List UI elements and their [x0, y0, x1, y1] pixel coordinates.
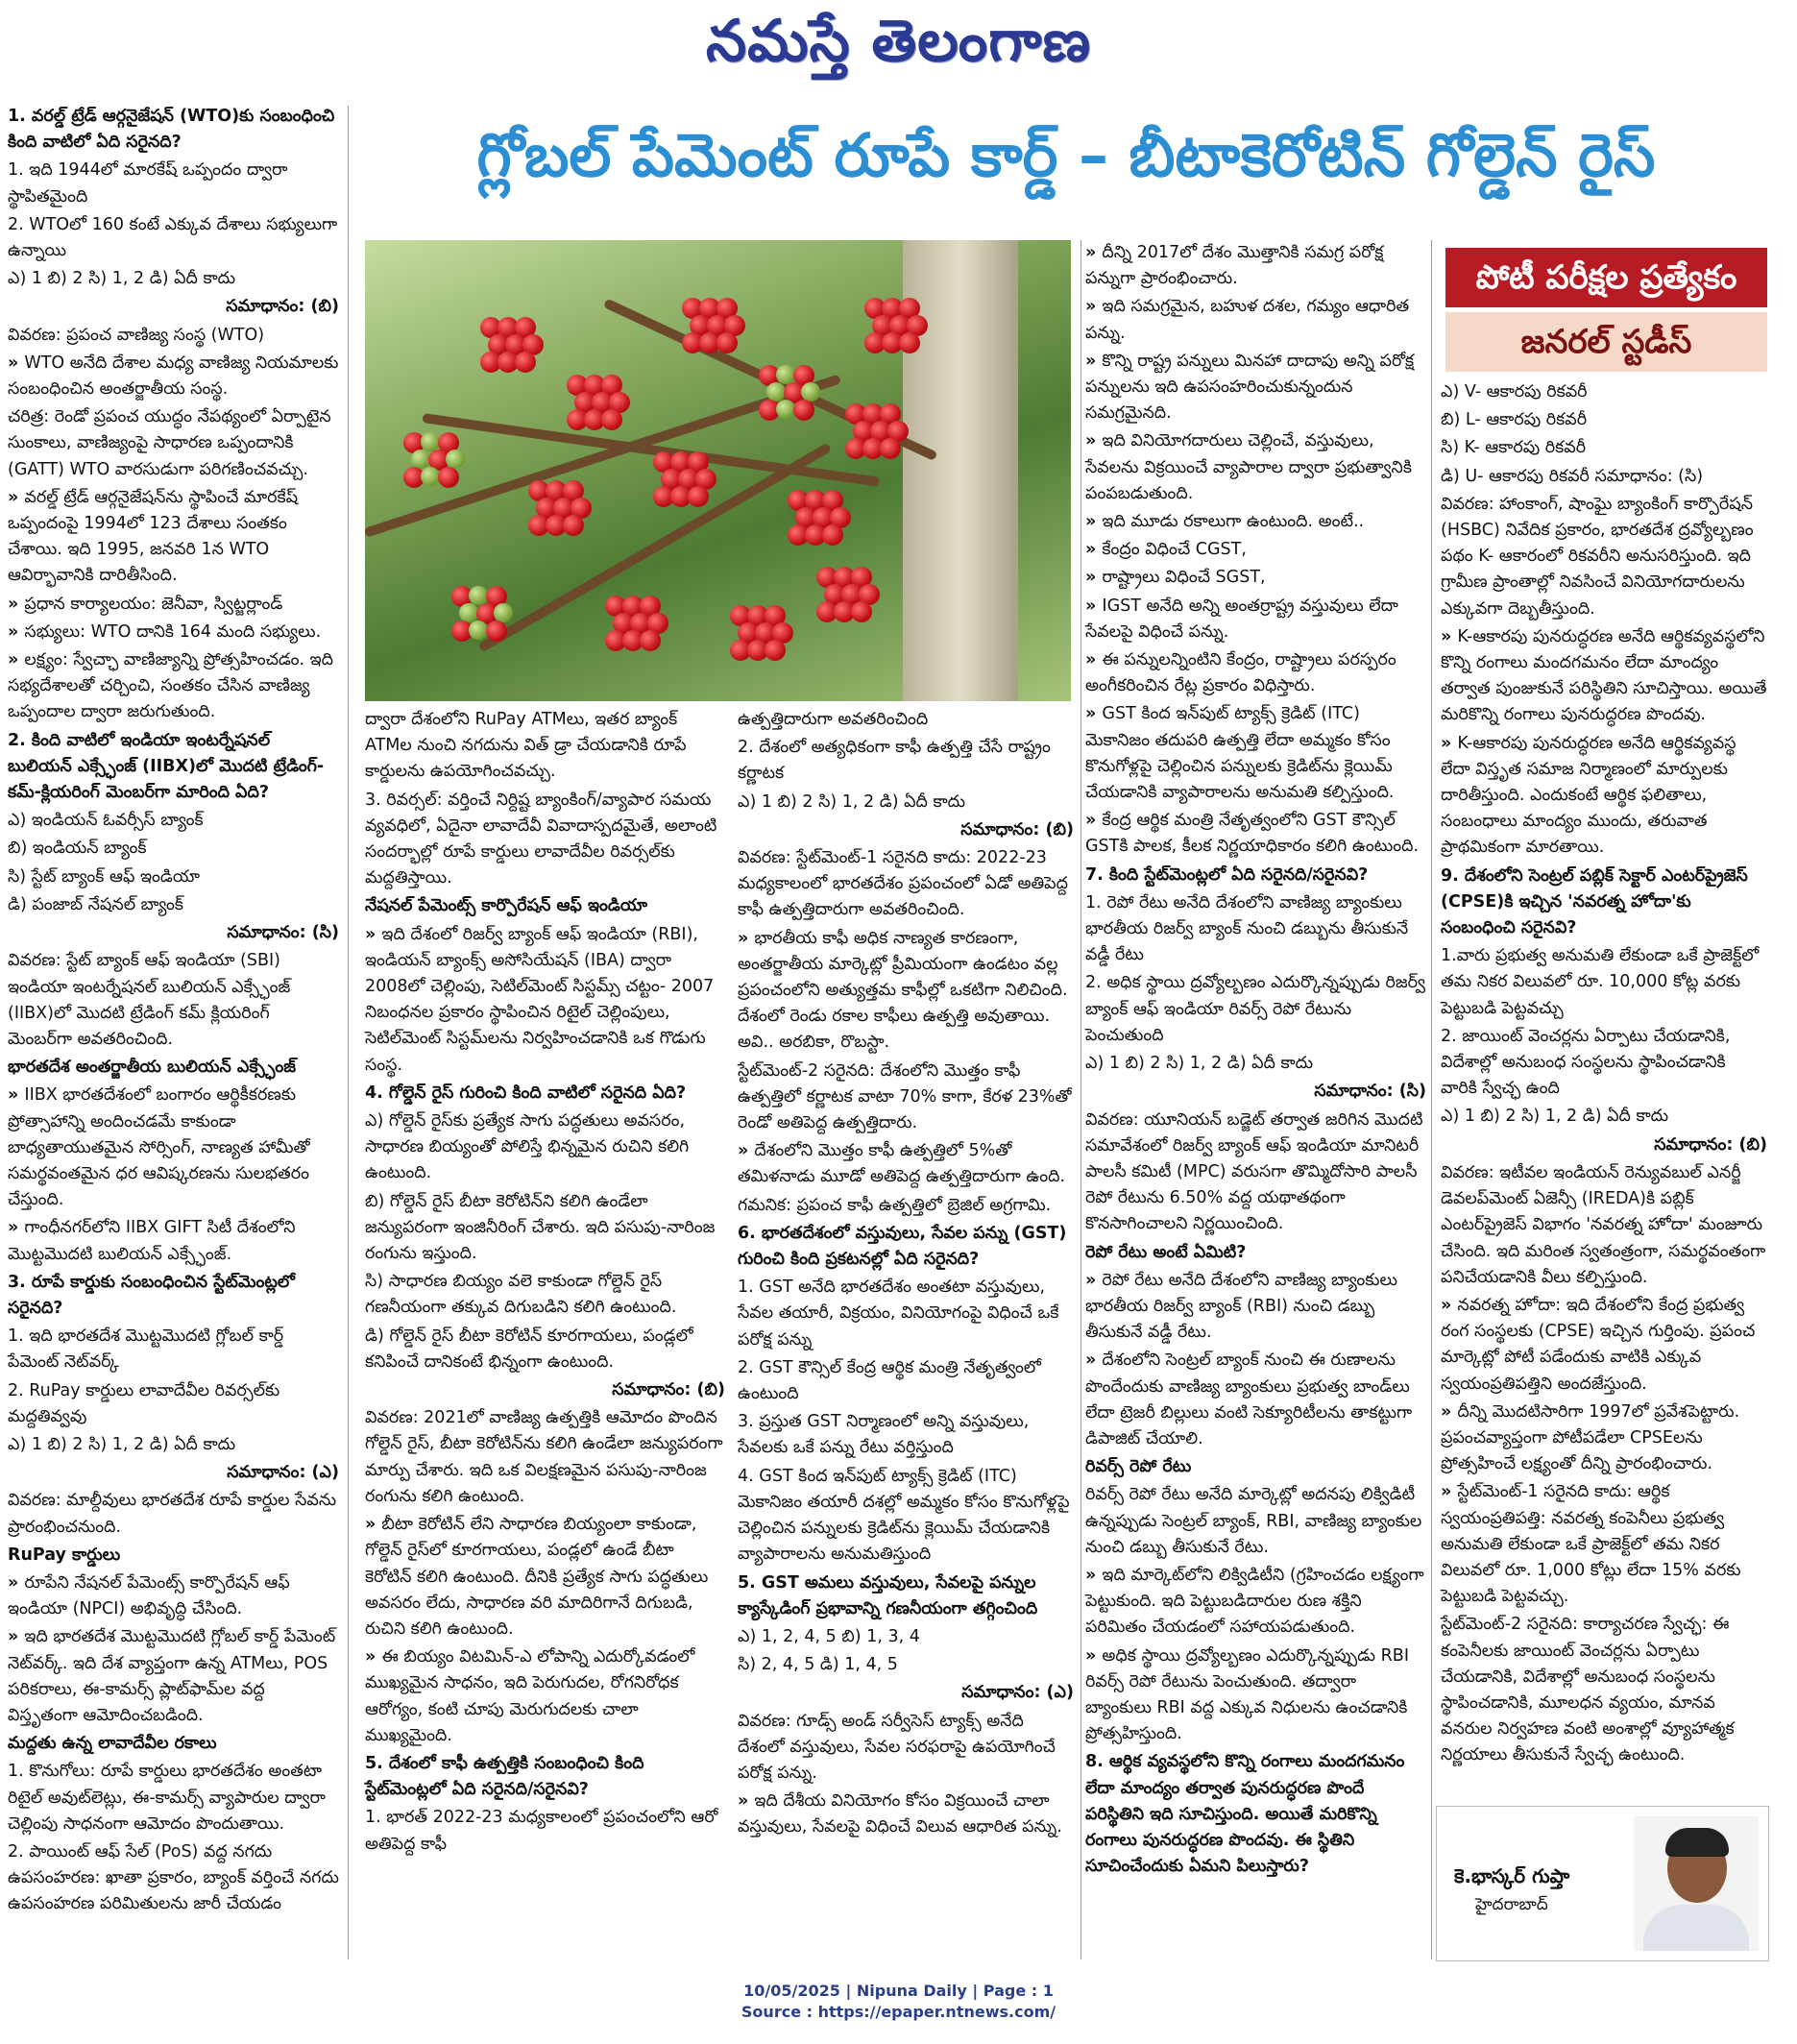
coffee-berry: [822, 524, 843, 546]
paragraph: వివరణ: మాల్దీవులు భారతదేశ రూపే కార్డుల సేవను ప్రారంభించనుంది.: [8, 1491, 337, 1537]
coffee-berry: [688, 486, 709, 507]
bullet-paragraph: » ఇది దేశీయ వినియోగం కోసం విక్రయించే చాలా వస్తువులు, సేవలపై విధించే విలువ ఆధారిత పన్ను.: [738, 1788, 1074, 1840]
paragraph: 2. GST కౌన్సిల్ కేంద్ర ఆర్థిక మంత్రి నేతృత్వంలో ఉంటుంది: [738, 1357, 1041, 1404]
bullet-paragraph: » WTO అనేది దేశాల మధ్య వాణిజ్య నియమాలకు సంబంధించిన అంతర్జాతీయ సంస్థ.: [8, 351, 339, 402]
bullet-paragraph: » కేంద్రం విధించే CGST,: [1085, 537, 1426, 563]
column-2: [365, 707, 725, 1860]
bullet-paragraph: » GST కింద ఇన్‌పుట్ ట్యాక్స్ క్రెడిట్ (ITC) మెకానిజం తదుపరి ఉత్పత్తి లేదా అమ్మకం కోసం కొనుగోళ్లపై చెల్లించిన పన్నులకు క్రెడిట్‌ను క్లెయిమ్ చేయడానికి వ్యాపారాలను అనుమతి కల్పిస్తుంది.: [1085, 701, 1426, 806]
paragraph: డి) గోల్డెన్ రైస్ బీటా కెరోటిన్ కూరగాయలు, పండ్లలో కనిపించే దానికంటే భిన్నంగా ఉంటుంది.: [365, 1326, 693, 1372]
bullet-paragraph: » కొన్ని రాష్ట్ర పన్నులు మినహా దాదాపు అన్ని పరోక్ష పన్నులను ఇది ఉపసంహరించుకున్నందున సమగ్రమైనది.: [1085, 349, 1426, 427]
bullet-paragraph: » అధిక స్థాయి ద్రవ్యోల్బణం ఎదుర్కొన్నప్పుడు RBI రివర్స్ రెపో రేటును పెంచుతుంది. తద్వారా బ్యాంకులు RBI వద్ద ఎక్కువ నిధులను ఉంచడానికి ప్రోత్సహిస్తుంది.: [1085, 1643, 1426, 1748]
paragraph: బి) గోల్డెన్ రైస్ బీటా కెరోటిన్‌ని కలిగి ఉండేలా జన్యుపరంగా ఇంజినీరింగ్ చేశారు. ఇది పసుపు-నారింజ రంగును ఇస్తుంది.: [365, 1191, 716, 1264]
bullet-paragraph: » రాష్ట్రాలు విధించే SGST,: [1085, 565, 1426, 591]
bullet-paragraph: » ఇది మార్కెట్‌లోని లిక్విడిటీని (గ్రహించడం లక్ష్యంగా పెట్టుకుంది. ఇది పెట్టుబడిదారుల రుణ శక్తిని పరిమితం చేయడంలో సహాయపడుతుంది.: [1085, 1563, 1426, 1642]
coffee-berry: [494, 603, 513, 622]
paragraph: సి) సాధారణ బియ్యం వలె కాకుండా గోల్డెన్ రైస్ గణనీయంగా తక్కువ దిగుబడిని కలిగి ఉంటుంది.: [365, 1272, 677, 1318]
coffee-berry: [601, 409, 622, 430]
question-heading: 2. కింది వాటిలో ఇండియా ఇంటర్నేషనల్ బులియన్ ఎక్స్ఛేంజ్ (IIBX)లో మొదటి ట్రేడింగ్-కమ్-క్లియరింగ్ మెంబర్‌గా మారింది ఏది?: [8, 730, 325, 803]
paragraph: స్టేట్‌మెంట్-2 సరైనది: దేశంలోని మొత్తం కాఫీ ఉత్పత్తిలో కర్ణాటక వాటా 70% కాగా, కేరళ 23%తో రెండో అతిపెద్ద ఉత్పత్తిదారు.: [738, 1060, 1072, 1133]
bullet-paragraph: » రెపో రేటు అనేది దేశంలోని వాణిజ్య బ్యాంకులు భారతీయ రిజర్వ్ బ్యాంక్ (RBI) నుంచి డబ్బు తీసుకునే వడ్డీ రేటు.: [1085, 1268, 1426, 1347]
paragraph: ఎ) 1 బి) 2 సి) 1, 2 డి) ఏదీ కాదు: [738, 791, 966, 812]
bullet-paragraph: » గాంధీనగర్‌లోని IIBX GIFT సిటీ దేశంలోని మొట్టమొదటి బులియన్ ఎక్స్ఛేంజ్.: [8, 1215, 339, 1267]
paragraph: 2. WTOలో 160 కంటే ఎక్కువ దేశాలు సభ్యులుగా ఉన్నాయి: [8, 214, 338, 261]
question-heading: రివర్స్ రెపో రేటు: [1085, 1457, 1192, 1477]
paragraph: 1. కొనుగోలు: రూపే కార్డులు భారతదేశం అంతటా రిటైల్ అవుట్‌లెట్లు, ఈ-కామర్స్ వ్యాపారుల ద్వారా చెల్లింపు సాధనంగా ఆమోదం పొందుతాయి.: [8, 1762, 326, 1834]
paragraph: ఎ) 1, 2, 4, 5 బి) 1, 3, 4: [738, 1626, 920, 1646]
bullet-paragraph: » భారతీయ కాఫీ అధిక నాణ్యత కారణంగా, అంతర్జాతీయ మార్కెట్లో ప్రీమియంగా ఉండటం వల్ల ప్రపంచంలోని అత్యుత్తమ కాఫీల్లో ఒకటిగా నిలిచింది. దేశంలో రెండు రకాల కాఫీలు ఉత్పత్తి అవుతాయి. అవి.. అరబికా, రొబస్టా.: [738, 926, 1074, 1057]
bullet-paragraph: » దేశంలోని సెంట్రల్ బ్యాంక్ నుంచి ఈ రుణాలను పొందేందుకు వాణిజ్య బ్యాంకులు ప్రభుత్వ బాండ్‌లు లేదా ట్రెజరీ బిల్లులు వంటి సెక్యూరిటీలను తాకట్టుగా డిపాజిట్ చేయాలి.: [1085, 1348, 1426, 1452]
coffee-berry: [411, 450, 430, 469]
coffee-berry: [469, 586, 488, 605]
paragraph: 2. RuPay కార్డులు లావాదేవీల రివర్సల్‌కు మద్దతివ్వవు: [8, 1380, 280, 1426]
coffee-berry: [793, 400, 814, 421]
coffee-berry: [459, 603, 478, 622]
headline: గ్లోబల్ పేమెంట్ రూపే కార్డ్ – బీటాకెరోటిన్ గోల్డెన్ రైస్: [476, 120, 1656, 190]
answer-line: సమాధానం: (ఎ): [961, 1683, 1074, 1703]
author-city: హైదరాబాద్: [1475, 1895, 1548, 1914]
paragraph: చరిత్ర: రెండో ప్రపంచ యుద్ధం నేపథ్యంలో ఏర్పాటైన సుంకాలు, వాణిజ్యంపై సాధారణ ఒప్పందానికి (GATT) WTO వారసుడుగా పరిగణించవచ్చు.: [8, 407, 331, 479]
bullet-paragraph: » ఇది భారతదేశ మొట్టమొదటి గ్లోబల్ కార్డ్ పేమెంట్ నెట్‌వర్క్. ఇది దేశ వ్యాప్తంగా ఉన్న ATMలు, POS పరికరాలు, ఈ-కామర్స్ ప్లాట్‌ఫామ్‌ల వద్ద విస్తృతంగా ఆమోదించబడింది.: [8, 1624, 339, 1729]
question-heading: 5. GST అమలు వస్తువులు, సేవలపై పన్నుల క్యాస్కేడింగ్ ప్రభావాన్ని గణనీయంగా తగ్గించింది: [738, 1572, 1038, 1618]
paragraph: 2. దేశంలో అత్యధికంగా కాఫీ ఉత్పత్తి చేసే రాష్ట్రం కర్ణాటక: [738, 738, 1051, 784]
bullet-paragraph: » ఇది సమగ్రమైన, బహుళ దశల, గమ్యం ఆధారిత పన్ను.: [1085, 294, 1426, 346]
answer-line: సమాధానం: (సి): [1314, 1082, 1426, 1102]
paragraph: 2. జాయింట్ వెంచర్లను ఏర్పాటు చేయడానికి, విదేశాల్లో అనుబంధ సంస్థలను స్థాపించడానికి వారికి స్వేచ్ఛ ఉంది: [1441, 1026, 1731, 1099]
section-subbadge: జనరల్ స్టడీస్: [1445, 312, 1767, 372]
paragraph: బి) ఇండియన్ బ్యాంక్: [8, 839, 147, 859]
column-divider: [1431, 240, 1432, 1959]
bullet-paragraph: » K-ఆకారపు పునరుద్ధరణ అనేది ఆర్థికవ్యవస్థలోని కొన్ని రంగాలు మందగమనం లేదా మాంద్యం తర్వాత పుంజుకునే పరిస్థితిని సూచిస్తాయి. అయితే మరికొన్ని రంగాలు పునరుద్ధరణ పొందవు.: [1441, 624, 1767, 729]
bullet-paragraph: » K-ఆకారపు పునరుద్ధరణ అనేది ఆర్థికవ్యవస్థ లేదా విస్తృత సమాజ నిర్మాణంలో మార్పులకు దారితీస్తుంది. ఎందుకంటే ఆర్థిక ఫలితాలు, సంబంధాలు మాంద్యం ముందు, తరువాత ప్రాథమికంగా మారతాయి.: [1441, 731, 1767, 862]
coffee-berry: [851, 601, 872, 622]
bullet-paragraph: » సభ్యులు: WTO దానికి 164 మంది సభ్యులు.: [8, 620, 339, 645]
bullet-paragraph: » ఇది మూడు రకాలుగా ఉంటుంది. అంటే..: [1085, 509, 1426, 535]
paragraph: ఎ) 1 బి) 2 సి) 1, 2 డి) ఏదీ కాదు: [1441, 1107, 1669, 1127]
bullet-paragraph: » లక్ష్యం: స్వేచ్ఛా వాణిజ్యాన్ని ప్రోత్సహించడం. ఇది సభ్యదేశాలతో చర్చించి, సంతకం చేసిన వాణిజ్య ఒప్పందాల ద్వారా జరుగుతుంది.: [8, 647, 339, 726]
masthead-logo: నమస్తే తెలంగాణ: [705, 8, 1092, 75]
paragraph: 3. రివర్సల్: వర్తించే నిర్దిష్ట బ్యాంకింగ్/వ్యాపార సమయ వ్యవధిలో, ఏదైనా లావాదేవీ వివాదాస్పదమైతే, అలాంటి సందర్భాల్లో రూపే కార్డులు లావాదేవీల రివర్సల్‌కు మద్దతిస్తాయి.: [365, 790, 717, 888]
coffee-berry: [421, 467, 440, 486]
coffee-berry: [776, 365, 795, 384]
column-divider: [348, 106, 349, 1959]
paragraph: వివరణ: హాంకాంగ్, షాంఘై బ్యాంకింగ్ కార్పొరేషన్ (HSBC) నివేదిక ప్రకారం, భారతదేశ ద్రవ్యోల్బణం పథం K- ఆకారంలో రికవరీని అనుసరిస్తుంది. ఇది గ్రామీణ ప్రాంతాల్లో నివసించే వినియోగదారులను ఎక్కువగా దెబ్బతీస్తుంది.: [1441, 494, 1754, 619]
question-heading: 1. వరల్డ్ ట్రేడ్ ఆర్గనైజేషన్ (WTO)కు సంబంధించి కింది వాటిలో ఏది సరైనది?: [8, 107, 335, 153]
paragraph: ఎ) 1 బి) 2 సి) 1, 2 డి) ఏదీ కాదు: [8, 1434, 236, 1454]
column-5: [1441, 379, 1767, 1771]
coffee-berry: [899, 332, 920, 353]
paragraph: వివరణ: స్టేట్ బ్యాంక్ ఆఫ్ ఇండియా (SBI) ఇండియా ఇంటర్నేషనల్ బులియన్ ఎక్స్ఛేంజ్ (IIBX)లో మొదటి ట్రేడింగ్ కమ్ క్లియరింగ్ మెంబర్‌గా అవతరించింది.: [8, 951, 291, 1049]
answer-line: సమాధానం: (బి): [226, 297, 339, 317]
bullet-paragraph: » ఇది వినియోగదారులు చెల్లించే, వస్తువులు, సేవలను విక్రయించే వ్యాపారాల ద్వారా ప్రభుత్వానికి పంపబడుతుంది.: [1085, 428, 1426, 507]
paragraph: 3. ప్రస్తుత GST నిర్మాణంలో అన్ని వస్తువులు, సేవలకు ఒకే పన్ను రేటు వర్తిస్తుంది: [738, 1412, 1030, 1458]
paragraph: వివరణ: గూడ్స్ అండ్ సర్వీసెస్ ట్యాక్స్ అనేది దేశంలో వస్తువులు, సేవల సరఫరాపై ఉపయోగించే పరోక్ష పన్ను.: [738, 1711, 1056, 1783]
bullet-paragraph: » దేశంలోని మొత్తం కాఫీ ఉత్పత్తిలో 5%తో తమిళనాడు మూడో అతిపెద్ద ఉత్పత్తిదారుగా ఉంది.: [738, 1138, 1074, 1190]
paragraph: 4. GST కింద ఇన్‌పుట్ ట్యాక్స్ క్రెడిట్ (ITC) మెకానిజం తయారీ దశల్లో అమ్మకం కోసం కొనుగోళ్లపై చెల్లించిన పన్నులకు క్రెడిట్‌ను క్లెయిమ్ చేయడానికి వ్యాపారాలను అనుమతిస్తుంది: [738, 1466, 1070, 1565]
paragraph: ఎ) 1 బి) 2 సి) 1, 2 డి) ఏదీ కాదు: [8, 269, 236, 289]
paragraph: వివరణ: ప్రపంచ వాణిజ్య సంస్థ (WTO): [8, 325, 265, 345]
question-heading: 3. రూపే కార్డుకు సంబంధించిన స్టేట్‌మెంట్లలో సరైనది?: [8, 1272, 295, 1318]
paragraph: ఎ) గోల్డెన్ రైస్‌కు ప్రత్యేక సాగు పద్ధతులు అవసరం, సాధారణ బియ్యంతో పోలిస్తే భిన్నమైన రుచిని కలిగి ఉంటుంది.: [365, 1111, 690, 1183]
coffee-berry: [515, 352, 536, 373]
coffee-berry: [776, 400, 795, 419]
answer-line: సమాధానం: (బి): [1654, 1134, 1767, 1155]
question-heading: 7. కింది స్టేట్‌మెంట్లలో ఏది సరైనది/సరైనవి?: [1085, 864, 1369, 885]
answer-line: సమాధానం: (బి): [612, 1380, 725, 1400]
paragraph: ఎ) V- ఆకారపు రికవరీ: [1441, 382, 1588, 402]
paragraph: సి) 2, 4, 5 డి) 1, 4, 5: [738, 1655, 898, 1675]
question-heading: రెపో రేటు అంటే ఏమిటి?: [1085, 1242, 1247, 1262]
footer-date-line: 10/05/2025 | Nipuna Daily | Page : 1: [743, 1982, 1054, 2000]
author-name: కె.భాస్కర్ గుప్తా: [1454, 1864, 1570, 1887]
paragraph: సి) స్టేట్ బ్యాంక్ ఆఫ్ ఇండియా: [8, 866, 200, 887]
bullet-paragraph: » బీటా కెరోటిన్ లేని సాధారణ బియ్యంలా కాకుండా, గోల్డెన్ రైస్‌లో కూరగాయలు, పండ్లలో ఉండే బీటా కెరోటిన్ కలిగి ఉంటుంది. దీనికి ప్రత్యేక సాగు పద్ధతులు అవసరం లేదు, సాధారణ వరి మాదిరిగానే దిగుబడి, రుచిని కలిగి ఉంటుంది.: [365, 1512, 725, 1642]
paragraph: 1. ఇది 1944లో మారకేష్ ఒప్పందం ద్వారా స్థాపితమైంది: [8, 160, 288, 207]
coffee-berry: [446, 450, 465, 469]
coffee-berry: [438, 467, 459, 488]
paragraph: 2. పాయింట్ ఆఫ్ సేల్ (PoS) వద్ద నగదు ఉపసంహరణ: ఖాతా ప్రకారం, బ్యాంక్ వర్తించే నగదు ఉపసంహరణ పరిమితులను జారీ చేయడం: [8, 1842, 339, 1914]
paragraph: గమనిక: ప్రపంచ కాఫీ ఉత్పత్తిలో బ్రెజిల్ అగ్రగామి.: [738, 1195, 1052, 1215]
author-photo: [1634, 1816, 1759, 1951]
author-box: [1436, 1806, 1769, 1961]
coffee-berry: [801, 382, 820, 402]
question-heading: 5. దేశంలో కాఫీ ఉత్పత్తికి సంబంధించి కింది స్టేట్‌మెంట్లలో ఏది సరైనది/సరైనవి?: [365, 1753, 644, 1800]
question-heading: 6. భారతదేశంలో వస్తువులు, సేవల పన్ను (GST) గురించి కింది ప్రకటనల్లో ఏది సరైనది?: [738, 1223, 1067, 1270]
column-1: [8, 104, 339, 1920]
bullet-paragraph: » IGST అనేది అన్ని అంతర్రాష్ట్ర వస్తువులు లేదా సేవలపై విధించే పన్ను.: [1085, 594, 1426, 645]
paragraph: వివరణ: యూనియన్ బడ్జెట్ తర్వాత జరిగిన మొదటి సమావేశంలో రిజర్వ్ బ్యాంక్ ఆఫ్ ఇండియా మానిటరీ పాలసీ కమిటీ (MPC) వరుసగా తొమ్మిదోసారి పాలసీ రెపో రేటును 6.50% వద్ద యథాతథంగా కొనసాగించాలని నిర్ణయించింది.: [1085, 1109, 1423, 1234]
bullet-paragraph: » స్టేట్‌మెంట్-1 సరైనది కాదు: ఆర్థిక స్వయంప్రతిపత్తి: నవరత్న కంపెనీలు ప్రభుత్వ అనుమతి లేకుండా ఒకే ప్రాజెక్ట్‌లో తమ నికర విలువలో రూ. 1,000 కోట్లు లేదా 15% వరకు పెట్టుబడి పెట్టవచ్చు.: [1441, 1479, 1767, 1610]
paragraph: 2. అధిక స్థాయి ద్రవ్యోల్బణం ఎదుర్కొన్నప్పుడు రిజర్వ్ బ్యాంక్ ఆఫ్ ఇండియా రివర్స్ రెపో రేటును పెంచుతుంది: [1085, 973, 1426, 1045]
bullet-paragraph: » కేంద్ర ఆర్థిక మంత్రి నేతృత్వంలోని GST కౌన్సిల్ GSTకి పాలక, కీలక నిర్ణయాధికారం కలిగి ఉంటుంది.: [1085, 808, 1426, 860]
paragraph: డి) పంజాబ్ నేషనల్ బ్యాంక్: [8, 894, 184, 914]
paragraph: వివరణ: 2021లో వాణిజ్య ఉత్పత్తికి ఆమోదం పొందిన గోల్డెన్ రైస్, బీటా కెరోటిన్‌ను కలిగి ఉండేలా జన్యుపరంగా మార్పు చేశారు. ఇది ఒక విలక్షణమైన పసుపు-నారింజ రంగును కలిగి ఉంటుంది.: [365, 1408, 723, 1506]
paragraph: ఉత్పత్తిదారుగా అవతరించింది: [738, 710, 929, 729]
coffee-berry: [716, 332, 738, 353]
coffee-berry: [880, 438, 901, 459]
bullet-paragraph: » ఇది దేశంలో రిజర్వ్ బ్యాంక్ ఆఫ్ ఇండియా (RBI), ఇండియన్ బ్యాంక్స్ అసోసియేషన్ (IBA) ద్వారా 2008లో చెల్లింపు, సెటిల్‌మెంట్ సిస్టమ్స్ చట్టం- 2007 నిబంధనల ప్రకారం స్థాపించిన రిటైల్ చెల్లింపులు, సెటిల్‌మెంట్ సిస్టమ్‌లను నిర్వహించడానికి ఒక గొడుగు సంస్థ.: [365, 922, 725, 1079]
coffee-berry: [421, 432, 440, 451]
answer-line: సమాధానం: (ఎ): [227, 1463, 339, 1483]
footer-source-link[interactable]: Source : https://epaper.ntnews.com/: [741, 2003, 1056, 2021]
bullet-paragraph: » ప్రధాన కార్యాలయం: జెనీవా, స్విట్జర్లాండ్: [8, 592, 339, 618]
bullet-paragraph: » రూపేని నేషనల్ పేమెంట్స్ కార్పొరేషన్ ఆఫ్ ఇండియా (NPCI) అభివృద్ధి చేసింది.: [8, 1570, 339, 1622]
bullet-paragraph: » ఈ బియ్యం విటమిన్-ఎ లోపాన్ని ఎదుర్కోవడంలో ముఖ్యమైన సాధనం, ఇది పెరుగుదల, రోగనిరోధక ఆరోగ్యం, కంటి చూపు మెరుగుదలకు చాలా ముఖ్యమైంది.: [365, 1644, 725, 1749]
paragraph: రివర్స్ రెపో రేటు అనేది మార్కెట్లో అదనపు లిక్విడిటీ ఉన్నప్పుడు సెంట్రల్ బ్యాంక్, RBI, వాణిజ్య బ్యాంకుల నుంచి డబ్బు తీసుకునే రేటు.: [1085, 1485, 1422, 1557]
paragraph: సి) K- ఆకారపు రికవరీ: [1441, 438, 1587, 458]
paragraph: 1. భారత్ 2022-23 మధ్యకాలంలో ప్రపంచంలోని ఆరో అతిపెద్ద కాఫీ: [365, 1808, 718, 1854]
bullet-paragraph: » నవరత్న హోదా: ఇది దేశంలోని కేంద్ర ప్రభుత్వ రంగ సంస్థలకు (CPSE) ఇచ్చిన గుర్తింపు. ప్రపంచ మార్కెట్లో పోటీ పడేందుకు వాటికి ఎక్కువ స్వయంప్రతిపత్తిని అందజేస్తుంది.: [1441, 1293, 1767, 1398]
paragraph: వివరణ: ఇటీవల ఇండియన్ రెన్యువబుల్ ఎనర్జీ డెవలప్‌మెంట్ ఏజెన్సీ (IREDA)కి పబ్లిక్ ఎంటర్‌ప్రైజెస్ విభాగం 'నవరత్న హోదా' మంజూరు చేసింది. ఇది మరింత స్వతంత్రంగా, సమర్థవంతంగా పనిచేయడానికి వీలు కల్పిస్తుంది.: [1441, 1162, 1766, 1287]
question-heading: నేషనల్ పేమెంట్స్ కార్పొరేషన్ ఆఫ్ ఇండియా: [365, 896, 647, 916]
paragraph: ఎ) ఇండియన్ ఓవర్సీస్ బ్యాంక్: [8, 811, 204, 831]
answer-line: సమాధానం: (సి): [227, 923, 339, 943]
coffee-berry: [765, 640, 786, 661]
coffee-berry: [563, 515, 584, 536]
question-heading: మద్దతు ఉన్న లావాదేవీల రకాలు: [8, 1734, 217, 1754]
masthead: [0, 0, 1797, 91]
answer-line: సమాధానం: (బి): [960, 819, 1074, 840]
footer: [0, 1981, 1797, 2023]
paragraph: 1. ఇది భారతదేశ మొట్టమొదటి గ్లోబల్ కార్డ్ పేమెంట్ నెట్‌వర్క్: [8, 1326, 284, 1373]
bullet-paragraph: » IIBX భారతదేశంలో బంగారం ఆర్థికీకరణకు ప్రోత్సాహాన్ని అందించడమే కాకుండా బాధ్యతాయుతమైన సోర్సింగ్, నాణ్యత హామీతో సమర్థవంతమైన ధర ఆవిష్కరణను సులభతరం చేస్తుంది.: [8, 1083, 339, 1213]
bullet-paragraph: » ఈ పన్నులన్నింటిని కేంద్రం, రాష్ట్రాలు పరస్పరం అంగీకరించిన రేట్ల ప్రకారం విధిస్తారు.: [1085, 647, 1426, 699]
paragraph: ద్వారా దేశంలోని RuPay ATMలు, ఇతర బ్యాంక్ ATMల నుంచి నగదును విత్ డ్రా చేయడానికి రూపే కార్డులను ఉపయోగించవచ్చు.: [365, 710, 687, 782]
column-4: [1085, 240, 1426, 1882]
column-3: [738, 707, 1074, 1843]
paragraph: 1. రెపో రేటు అనేది దేశంలోని వాణిజ్య బ్యాంకులు భారతీయ రిజర్వ్ బ్యాంక్ నుంచి డబ్బును తీసుకునే వడ్డీ రేటు: [1085, 892, 1409, 965]
coffee-berry: [766, 382, 786, 402]
paragraph: స్టేట్‌మెంట్-2 సరైనది: కార్యాచరణ స్వేచ్ఛ: ఈ కంపెనీలకు జాయింట్ వెంచర్లను ఏర్పాటు చేయడానికి, విదేశాల్లో అనుబంధ సంస్థలను స్థాపించడానికి, మూలధన వ్యయం, మానవ వనరుల నిర్వహణ వంటి అంశాల్లో వ్యూహాత్మక నిర్ణయాలు తీసుకునే స్వేచ్ఛ ఉంటుంది.: [1441, 1615, 1735, 1765]
question-heading: 8. ఆర్థిక వ్యవస్థలోని కొన్ని రంగాలు మందగమనం లేదా మాంద్యం తర్వాత పునరుద్ధరణ పొందే పరిస్థితిని ఇది సూచిస్తుంది. అయితే మరికొన్ని రంగాలు పునరుద్ధరణ పొందవు. ఈ స్థితిని సూచించేందుకు ఏమని పిలుస్తారు?: [1085, 1752, 1405, 1877]
coffee-berries-photo: [365, 240, 1071, 701]
bullet-paragraph: » వరల్డ్ ట్రేడ్ ఆర్గనైజేషన్‌ను స్థాపించే మారకేష్ ఒప్పందంపై 1994లో 123 దేశాలు సంతకం చేశాయి. ఇది 1995, జనవరి 1న WTO ఆవిర్భావానికి దారితీసింది.: [8, 485, 339, 590]
paragraph: 1. GST అనేది భారతదేశం అంతటా వస్తువులు, సేవల తయారీ, విక్రయం, వినియోగంపై విధించే ఒకే పరోక్ష పన్ను: [738, 1278, 1059, 1350]
paragraph: వివరణ: స్టేట్‌మెంట్-1 సరైనది కాదు: 2022-23 మధ్యకాలంలో భారతదేశం ప్రపంచంలో ఏడో అతిపెద్ద కాఫీ ఉత్పత్తిదారుగా అవతరించింది.: [738, 848, 1068, 920]
paragraph: ఎ) 1 బి) 2 సి) 1, 2 డి) ఏదీ కాదు: [1085, 1054, 1314, 1074]
section-badge: పోటీ పరీక్షల ప్రత్యేకం: [1445, 248, 1767, 307]
branch: [422, 413, 880, 487]
coffee-berry: [486, 620, 507, 642]
coffee-berry: [469, 620, 488, 640]
question-heading: భారతదేశ అంతర్జాతీయ బులియన్ ఎక్స్ఛేంజ్: [8, 1058, 297, 1078]
question-heading: 9. దేశంలోని సెంట్రల్ పబ్లిక్ సెక్టార్ ఎంటర్‌ప్రైజెస్ (CPSE)కి ఇచ్చిన 'నవరత్న హోదా'కు సంబంధించి సరైనవి?: [1441, 865, 1748, 938]
paragraph: బి) L- ఆకారపు రికవరీ: [1441, 410, 1588, 430]
tree-trunk: [903, 240, 1018, 701]
paragraph: డి) U- ఆకారపు రికవరీ సమాధానం: (సి): [1441, 466, 1704, 486]
question-heading: 4. గోల్డెన్ రైస్ గురించి కింది వాటిలో సరైనది ఏది?: [365, 1083, 687, 1103]
paragraph: 1.వారు ప్రభుత్వ అనుమతి లేకుండా ఒకే ప్రాజెక్ట్‌లో తమ నికర విలువలో రూ. 10,000 కోట్ల వరకు పెట్టుబడి పెట్టవచ్చు: [1441, 946, 1760, 1018]
bullet-paragraph: » దీన్ని 2017లో దేశం మొత్తానికి సమగ్ర పరోక్ష పన్నుగా ప్రారంభించారు.: [1085, 240, 1426, 292]
coffee-berry: [640, 630, 661, 651]
question-heading: RuPay కార్డులు: [8, 1545, 121, 1565]
bullet-paragraph: » దీన్ని మొదటిసారిగా 1997లో ప్రవేశపెట్టారు. ప్రపంచవ్యాప్తంగా పోటీపడేలా CPSEలను ప్రోత్సహించే లక్ష్యంతో దీన్ని ప్రారంభించారు.: [1441, 1399, 1767, 1478]
